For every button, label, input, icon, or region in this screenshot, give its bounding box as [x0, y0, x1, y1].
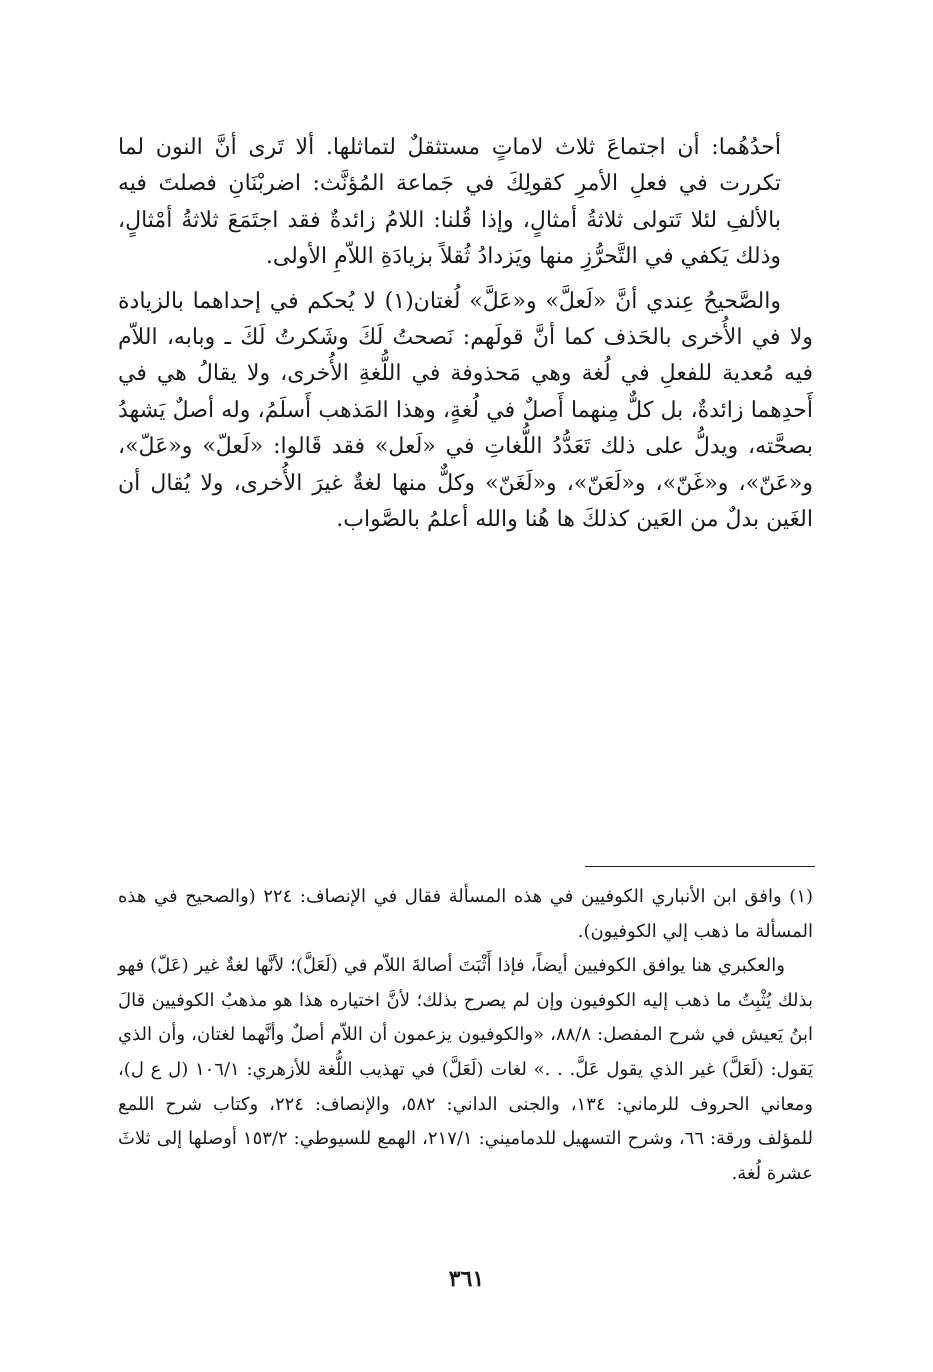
- main-text: [118, 130, 813, 538]
- footnote-1: (١) وافق ابن الأنباري الكوفيين في هذه المسألة فقال في الإنصاف: ٢٢٤ (والصحيح في هذه المسألة ما ذهب إلي الكوفيون).: [118, 886, 814, 942]
- footnote-1-continuation: والعكبري هنا يوافق الكوفيين أيضاً، فإذا أَثْبَتَ أصالةَ اللاّم في (لَعَلَّ)؛ لأنَّها لغةٌ غير (عَلّ) فهو بذلك يُثْبِتُ ما ذهب إليه الكوفيون وإن لم يصرح بذلك؛ لأنَّ اختياره هذا هو مذهبُ الكوفيين قالَ ابنُ يَعيش في شرح المفصل: ٨٨/٨، «والكوفيون يزعمون أن اللاّم أصلٌ وأنَّهما لغتان، وأن الذي يَقول: (لَعَلَّ) غير الذي يقول عَلَّ. . .» لغات (لَعَلَّ) في تهذيب اللُّغة للأزهري: ١٠٦/١ (ل ع ل)، ومعاني الحروف للرماني: ١٣٤، والجنى الداني: ٥٨٢، والإنصاف: ٢٢٤، وكتاب شرح اللمع للمؤلف ورقة: ٦٦، وشرح التسهيل للدماميني: ٢١٧/١، الهمع للسيوطي: ١٥٣/٢ أوصلها إلى ثلاثَ عشرة لُغة.: [118, 955, 814, 1184]
- footnote-divider: [585, 866, 815, 867]
- page-number: ٣٦١: [448, 1266, 485, 1292]
- paragraph-2: والصَّحيحُ عِندي أنَّ «لَعلَّ» و«عَلَّ» لُغتان(١) لا يُحكم في إحداهما بالزيادة ولا في الأُخرى بالحَذف كما أنَّ قولَهم: نَصحتُ لَكَ وشَكرتُ لَكَ ـ وبابه، اللاّم فيه مُعدية للفعلِ في لُغة وهي مَحذوفة في اللُّغةِ الأُخرى، ولا يقالُ هي في أَحدِهما زائدةٌ، بل كلٌّ مِنهما أَصلٌ في لُغةٍ، وهذا المَذهب أَسلَمُ، وله أصلٌ يَشهدُ بصحَّته، ويدلُّ على ذلك تَعَدُّدُ اللُّغاتِ في «لَعل» فقد قَالوا: «لَعلّ» و«عَلّ»، و«عَنّ»، و«غَنّ»، و«لَعَنّ»، و«لَغَنّ» وكلٌّ منها لغةٌ غيرَ الأُخرى، ولا يُقال أن الغَين بدلٌ من العَين كذلكَ ها هُنا والله أعلمُ بالصَّواب.: [118, 288, 813, 533]
- footnotes: [118, 880, 813, 1191]
- paragraph-1: أحدُهُما: أن اجتماعَ ثلاث لاماتٍ مستثقلٌ لتماثلها. ألا تَرى أنَّ النون لما تكررت في فعلِ الأمرِ كقولِكَ في جَماعة المُؤنَّث: اضربْنَانِ فصلتَ فيه بالألفِ لئلا تَتولى ثلاثةُ أمثالٍ، وإذا قُلنا: اللامُ زائدةٌ فقد اجتَمَعَ ثلاثةُ أمْثالٍ، وذلك يَكفي في التَّحرُّزِ منها ويَزدادُ ثُقلاً بزيادَةِ اللاّمِ الأولى.: [118, 135, 781, 270]
